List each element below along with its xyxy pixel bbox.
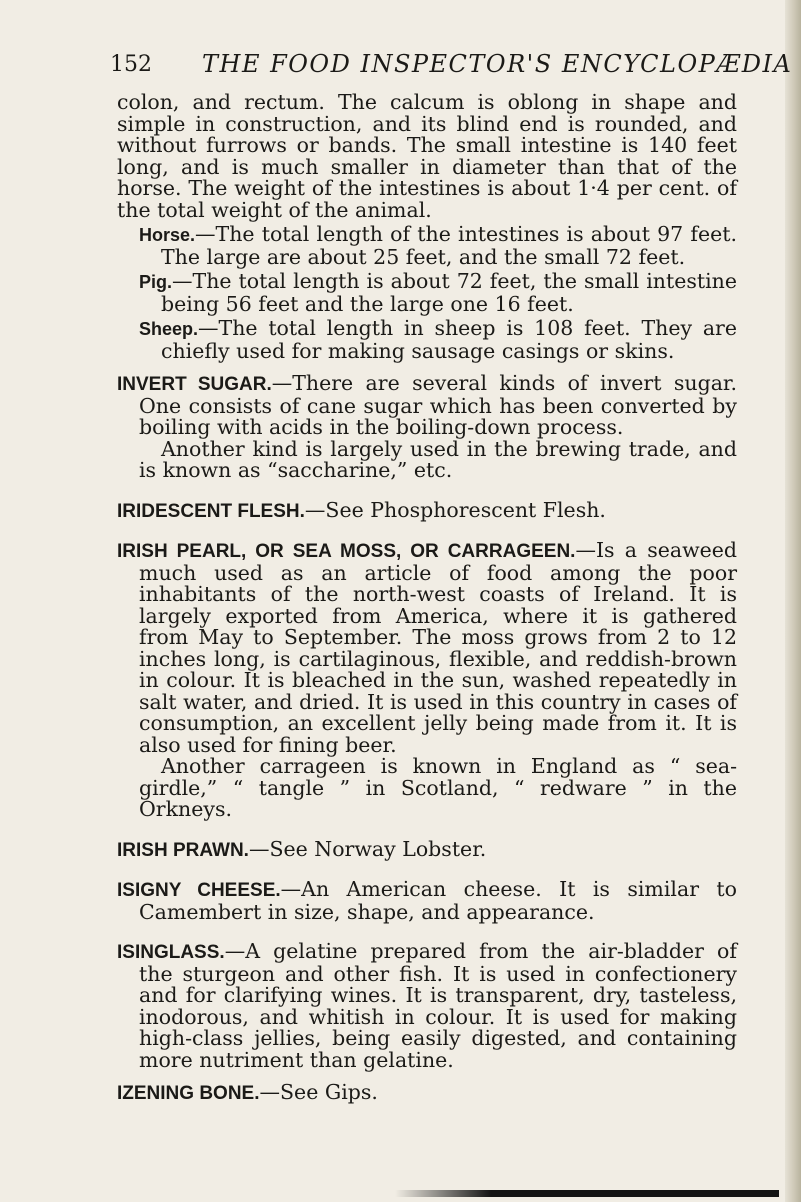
page-header (110, 48, 793, 88)
entry-irish-prawn-head: IRISH PRAWN. (117, 839, 249, 861)
bottom-rule (395, 1190, 779, 1197)
entry-irish-pearl-para2: Another carrageen is known in England as “ sea-girdle,” “ tangle ” in Scotland, “ redware ” in the Orkneys. (139, 754, 737, 821)
entry-pig (117, 271, 737, 315)
entry-invert-sugar (117, 373, 737, 439)
entry-irish-pearl-text: —Is a seaweed much used as an article of food among the poor inhabitants of the north-west coasts of Ireland. It is largely exported from America, where it is gathered from May to September. The moss grows from 2 to 12 inches long, is cartilaginous, flexible, and reddish-brown in colour. It is bleached in the sun, washed repeatedly in salt water, and dried. It is used in this country in cases of consumption, an excellent jelly being made from it. It is also used for fining beer. (139, 538, 738, 757)
entry-irish-pearl-head: IRISH PEARL, OR SEA MOSS, OR CARRAGEEN. (117, 541, 576, 562)
entry-horse (117, 224, 737, 268)
entry-izening-bone-text: —See Gips. (259, 1080, 378, 1104)
entry-izening-bone (117, 1082, 737, 1105)
entry-isinglass-head: ISINGLASS. (117, 942, 225, 963)
entry-irish-pearl (117, 540, 737, 756)
entry-sheep-text: —The total length in sheep is 108 feet. They are chiefly used for making sausage casings or skins. (161, 316, 737, 363)
entry-isigny-cheese-head: ISIGNY CHEESE. (117, 880, 281, 901)
entry-invert-sugar-text: —There are several kinds of invert sugar. One consists of cane sugar which has been converted by boiling with acids in the boiling-down process. (139, 371, 737, 439)
entry-isigny-cheese-text: —An American cheese. It is similar to Camembert in size, shape, and appearance. (139, 877, 737, 924)
entry-horse-text: —The total length of the intestines is about 97 feet. The large are about 25 feet, and the small 72 feet. (161, 222, 737, 269)
continued-paragraph: colon, and rectum. The calcum is oblong in shape and simple in construction, and its blind end is rounded, and without furrows or bands. The small intestine is 140 feet long, and is much smaller in diameter than that of the horse. The weight of the intestines is about 1·4 per cent. of the total weight of the animal. (117, 90, 737, 222)
entry-isinglass (117, 941, 737, 1071)
entry-invert-sugar-para2: Another kind is largely used in the brewing trade, and is known as “saccharine,” etc. (139, 436, 737, 482)
entry-pig-head: Pig. (139, 272, 173, 292)
entry-invert-sugar-head: INVERT SUGAR. (117, 374, 272, 395)
entry-sheep-head: Sheep. (139, 319, 199, 339)
entry-irish-prawn-text: —See Norway Lobster. (248, 836, 487, 861)
entry-pig-text: —The total length is about 72 feet, the small intestine being 56 feet and the large one 16 feet. (161, 269, 737, 316)
page-edge (785, 0, 801, 1202)
entry-izening-bone-head: IZENING BONE. (117, 1083, 260, 1104)
entry-horse-head: Horse. (139, 225, 196, 245)
entry-sheep (117, 318, 737, 362)
entry-isinglass-text: —A gelatine prepared from the air-bladder of the sturgeon and other fish. It is used in confectionery and for clarifying wines. It is transparent, dry, tasteless, inodorous, and whitish in colour. It is used for making high-class jellies, being easily digested, and containing more nutriment than gelatine. (139, 939, 737, 1072)
entry-iridescent-flesh (117, 497, 737, 523)
entry-iridescent-flesh-head: IRIDESCENT FLESH. (117, 500, 305, 522)
running-title: THE FOOD INSPECTOR'S ENCYCLOPÆDIA (202, 50, 793, 78)
entry-isigny-cheese (117, 879, 737, 923)
entry-iridescent-flesh-text: —See Phosphorescent Flesh. (304, 497, 606, 522)
entry-irish-prawn (117, 836, 737, 862)
page-number: 152 (110, 52, 152, 77)
body-text (117, 92, 737, 1105)
